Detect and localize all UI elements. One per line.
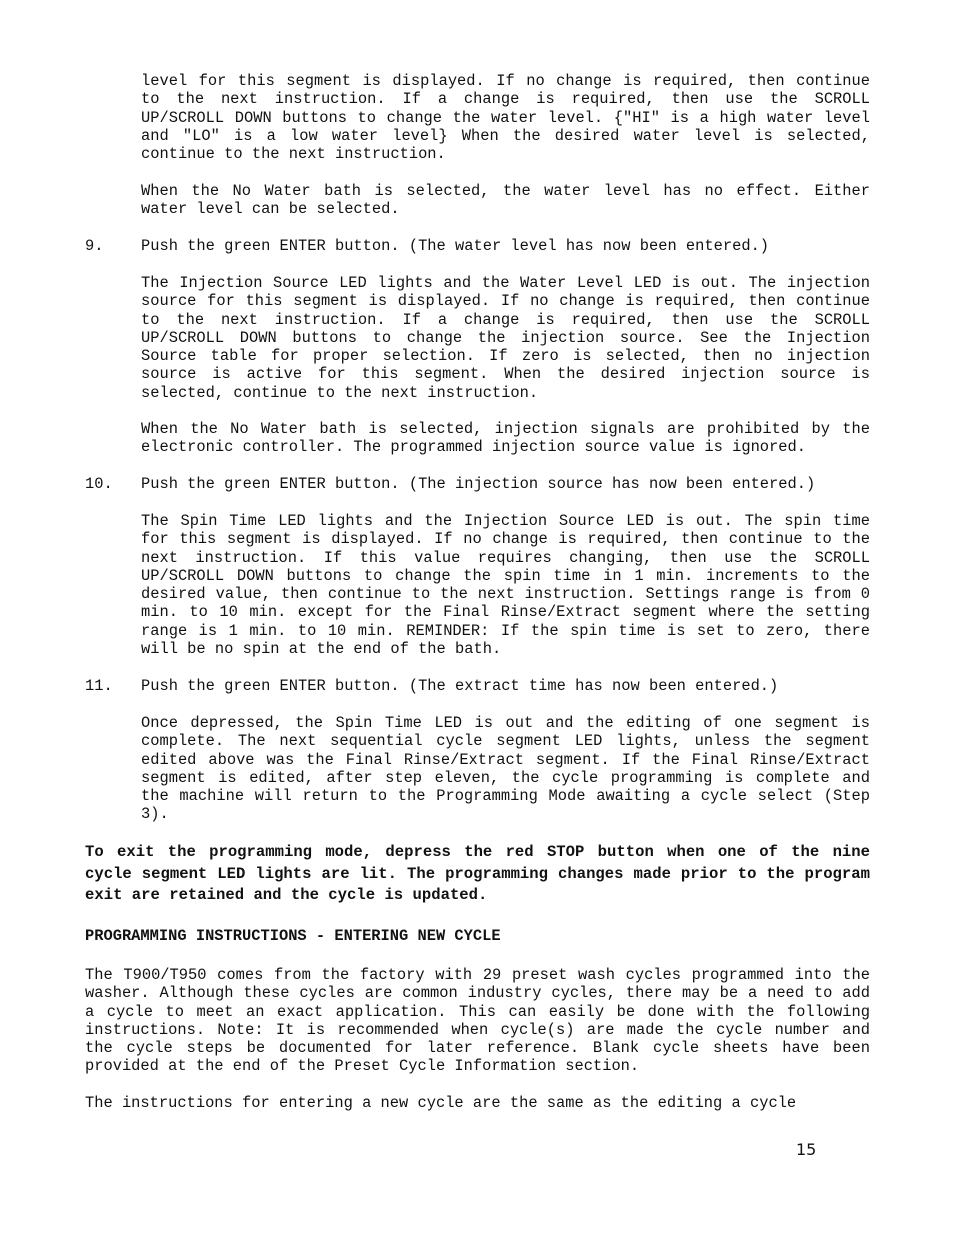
segment-complete-paragraph: Once depressed, the Spin Time LED is out and the editing of one segment is complete. The next sequential cycle segment LED lights, unless the segment edited above was the Final Rinse/Extract segment. If the Final Rinse/Extract segment is edited, after step eleven, the cycle programming is complete and the machine will return to the Programming Mode awaiting a cycle select (Step 3). <box>141 714 870 824</box>
spin-time-paragraph: The Spin Time LED lights and the Injection Source LED is out. The spin time for this segment is displayed. If no change is required, then continue to the next instruction. If this value requires changing, then use the SCROLL UP/SCROLL DOWN buttons to change the spin time in 1 min. increments to the desired value, then continue to the next instruction. Settings range is from 0 min. to 10 min. except for the Final Rinse/Extract segment where the setting range is 1 min. to 10 min. REMINDER: If the spin time is set to zero, there will be no spin at the end of the bath. <box>141 512 870 659</box>
no-water-level-note: When the No Water bath is selected, the water level has no effect. Either water level can be selected. <box>141 182 870 219</box>
water-level-paragraph: level for this segment is displayed. If no change is required, then continue to the next instruction. If a change is required, then use the SCROLL UP/SCROLL DOWN buttons to change the water level. {"HI" is a high water level and "LO" is a low water level} When the desired water level is selected, continue to the next instruction. <box>141 72 870 164</box>
step-11-text: Push the green ENTER button. (The extract time has now been entered.) <box>141 677 779 695</box>
step-9-number: 9. <box>85 237 104 255</box>
step-9-text: Push the green ENTER button. (The water level has now been entered.) <box>141 237 770 255</box>
step-10-text: Push the green ENTER button. (The injection source has now been entered.) <box>141 475 816 493</box>
no-water-injection-note: When the No Water bath is selected, injection signals are prohibited by the electronic controller. The programmed injection source value is ignored. <box>141 420 870 457</box>
exit-programming-notice: To exit the programming mode, depress the red STOP button when one of the nine cycle segment LED lights are lit. The programming changes made prior to the program exit are retained and the cycle is updated. <box>85 843 870 904</box>
step-11-number: 11. <box>85 677 113 695</box>
page-number: 15 <box>796 1140 817 1159</box>
intro-paragraph: The T900/T950 comes from the factory with 29 preset wash cycles programmed into the washer. Although these cycles are common industry cycles, there may be a need to add a cycle to meet an exact application. This can easily be done with the following instructions. Note: It is recommended when cycle(s) are made the cycle number and the cycle steps be documented for later reference. Blank cycle sheets have been provided at the end of the Preset Cycle Information section. <box>85 966 870 1076</box>
step-10-number: 10. <box>85 475 113 493</box>
section-heading: PROGRAMMING INSTRUCTIONS - ENTERING NEW CYCLE <box>85 927 501 945</box>
injection-source-paragraph: The Injection Source LED lights and the Water Level LED is out. The injection source for this segment is displayed. If no change is required, then continue to the next instruction. If a change is required, then use the SCROLL UP/SCROLL DOWN buttons to change the injection source. See the Injection Source table for proper selection. If zero is selected, then no injection source is active for this segment. When the desired injection source is selected, continue to the next instruction. <box>141 274 870 402</box>
closing-line: The instructions for entering a new cycle are the same as the editing a cycle <box>85 1094 797 1112</box>
